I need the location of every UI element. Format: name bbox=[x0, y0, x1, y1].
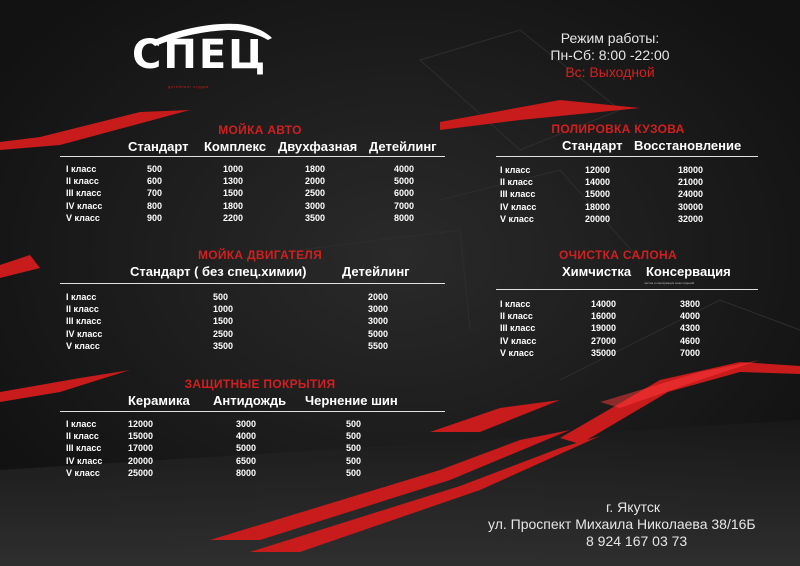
protect-price: 15000 bbox=[128, 431, 154, 442]
interior-class-label: IV класс bbox=[500, 335, 537, 346]
engine-price: 2000 bbox=[368, 292, 389, 302]
wash-price: 4000 bbox=[394, 164, 415, 174]
polish-price: 14000 bbox=[585, 177, 611, 188]
interior-note: чистка и консервация кожи сидений bbox=[644, 281, 695, 285]
logo-wordmark: СПЕЦ bbox=[132, 32, 268, 78]
polish-price: 21000 bbox=[678, 177, 704, 188]
protect-price: 500 bbox=[346, 419, 362, 429]
engine-title: МОЙКА ДВИГАТЕЛЯ bbox=[197, 248, 323, 262]
engine-price: 3000 bbox=[368, 316, 389, 327]
working-hours bbox=[540, 30, 680, 81]
interior-price: 27000 bbox=[591, 335, 617, 346]
polish-class-label: I класс bbox=[500, 165, 531, 175]
wash-price: 500 bbox=[147, 164, 163, 174]
hours-weekdays: Пн-Сб: 8:00 -22:00 bbox=[550, 47, 670, 63]
protect-price: 500 bbox=[346, 467, 362, 478]
protect-price: 25000 bbox=[128, 467, 154, 478]
wash-class-label: IV класс bbox=[66, 200, 103, 211]
protect-class-label: I класс bbox=[66, 419, 97, 429]
protect-price: 500 bbox=[346, 443, 362, 454]
address-phone: 8 924 167 03 73 bbox=[586, 533, 688, 549]
engine-price: 5500 bbox=[368, 340, 389, 351]
wash-price: 6000 bbox=[394, 188, 415, 199]
interior-class-label: II класс bbox=[500, 311, 533, 322]
protect-class-label: V класс bbox=[66, 467, 100, 478]
engine-price: 500 bbox=[213, 292, 229, 302]
wash-price: 1000 bbox=[223, 164, 244, 174]
protect-class-label: IV класс bbox=[66, 455, 103, 466]
protect-price: 17000 bbox=[128, 443, 154, 454]
wash-price: 3000 bbox=[305, 200, 326, 211]
interior-price: 4300 bbox=[680, 323, 701, 334]
protect-title: ЗАЩИТНЫЕ ПОКРЫТИЯ bbox=[184, 377, 336, 391]
polish-price: 15000 bbox=[585, 189, 611, 200]
protect-price: 6500 bbox=[236, 455, 257, 466]
wash-class-label: I класс bbox=[66, 164, 97, 174]
address-street: ул. Проспект Михаила Николаева 38/16Б bbox=[488, 516, 756, 532]
wash-price: 1300 bbox=[223, 176, 244, 187]
interior-price: 14000 bbox=[591, 299, 617, 309]
polish-price: 18000 bbox=[585, 201, 611, 212]
polish-price: 32000 bbox=[678, 213, 704, 224]
protect-col-header: Антидождь bbox=[213, 393, 287, 408]
interior-price: 7000 bbox=[680, 347, 701, 358]
wash-price: 2000 bbox=[305, 176, 326, 187]
wash-class-label: V класс bbox=[66, 212, 100, 223]
hours-label: Режим работы: bbox=[560, 30, 660, 46]
interior-price: 3800 bbox=[680, 299, 701, 309]
polish-class-label: II класс bbox=[500, 177, 533, 188]
engine-col-header: Стандарт ( без спец.химии) bbox=[130, 264, 307, 279]
protect-price: 3000 bbox=[236, 419, 257, 429]
polish-class-label: V класс bbox=[500, 213, 534, 224]
interior-price: 4600 bbox=[680, 335, 701, 346]
engine-class-label: I класс bbox=[66, 292, 97, 302]
protect-class-label: II класс bbox=[66, 431, 99, 442]
interior-divider bbox=[496, 289, 758, 290]
wash-price: 2200 bbox=[223, 212, 244, 223]
logo-tagline: детейлинг студия bbox=[168, 84, 209, 89]
protect-price: 4000 bbox=[236, 431, 257, 442]
interior-class-label: I класс bbox=[500, 299, 531, 309]
interior-class-label: III класс bbox=[500, 323, 536, 334]
protect-col-header: Чернение шин bbox=[305, 393, 398, 408]
interior-price: 16000 bbox=[591, 311, 617, 322]
interior-col-header: Химчистка bbox=[562, 264, 632, 279]
engine-col-header: Детейлинг bbox=[342, 264, 410, 279]
address-city: г. Якутск bbox=[606, 499, 660, 515]
wash-class-label: III класс bbox=[66, 188, 102, 199]
wash-price: 800 bbox=[147, 200, 163, 211]
polish-price: 30000 bbox=[678, 201, 704, 212]
protect-price: 500 bbox=[346, 455, 362, 466]
wash-class-label: II класс bbox=[66, 176, 99, 187]
polish-class-label: III класс bbox=[500, 189, 536, 200]
engine-divider bbox=[60, 283, 445, 284]
engine-class-label: IV класс bbox=[66, 328, 103, 339]
polish-price: 20000 bbox=[585, 213, 611, 224]
wash-price: 2500 bbox=[305, 188, 326, 199]
polish-divider bbox=[496, 156, 758, 157]
polish-price: 24000 bbox=[678, 189, 704, 200]
protect-price: 5000 bbox=[236, 443, 257, 454]
wash-price: 1800 bbox=[305, 164, 326, 174]
protect-class-label: III класс bbox=[66, 443, 102, 454]
interior-price: 19000 bbox=[591, 323, 617, 334]
engine-price: 1000 bbox=[213, 304, 234, 315]
engine-class-label: III класс bbox=[66, 316, 102, 327]
wash-col-header: Детейлинг bbox=[369, 139, 437, 154]
wash-price: 7000 bbox=[394, 200, 415, 211]
engine-price: 2500 bbox=[213, 328, 234, 339]
polish-price: 12000 bbox=[585, 165, 611, 175]
polish-class-label: IV класс bbox=[500, 201, 537, 212]
wash-price: 900 bbox=[147, 212, 163, 223]
protect-divider bbox=[60, 411, 445, 412]
engine-price: 5000 bbox=[368, 328, 389, 339]
polish-price: 18000 bbox=[678, 165, 704, 175]
engine-price: 1500 bbox=[213, 316, 234, 327]
wash-divider bbox=[60, 156, 445, 157]
hours-weekend: Вс: Выходной bbox=[565, 64, 655, 80]
polish-col-header: Стандарт bbox=[562, 138, 623, 153]
interior-price: 35000 bbox=[591, 347, 617, 358]
engine-price: 3500 bbox=[213, 340, 234, 351]
wash-title: МОЙКА АВТО bbox=[218, 123, 302, 137]
wash-price: 700 bbox=[147, 188, 163, 199]
wash-price: 5000 bbox=[394, 176, 415, 187]
protect-price: 500 bbox=[346, 431, 362, 442]
wash-price: 3500 bbox=[305, 212, 326, 223]
wash-price: 1800 bbox=[223, 200, 244, 211]
wash-col-header: Комплекс bbox=[204, 139, 267, 154]
engine-price: 3000 bbox=[368, 304, 389, 315]
interior-price: 4000 bbox=[680, 311, 701, 322]
engine-class-label: V класс bbox=[66, 340, 100, 351]
wash-col-header: Стандарт bbox=[128, 139, 189, 154]
polish-col-header: Восстановление bbox=[634, 138, 742, 153]
protect-price: 20000 bbox=[128, 455, 154, 466]
interior-class-label: V класс bbox=[500, 347, 534, 358]
wash-col-header: Двухфазная bbox=[278, 139, 358, 154]
protect-price: 12000 bbox=[128, 419, 154, 429]
protect-col-header: Керамика bbox=[128, 393, 190, 408]
wash-price: 600 bbox=[147, 176, 163, 187]
interior-title: ОЧИСТКА САЛОНА bbox=[559, 248, 677, 262]
wash-price: 8000 bbox=[394, 212, 415, 223]
polish-title: ПОЛИРОВКА КУЗОВА bbox=[551, 122, 685, 136]
protect-price: 8000 bbox=[236, 467, 257, 478]
engine-class-label: II класс bbox=[66, 304, 99, 315]
wash-price: 1500 bbox=[223, 188, 244, 199]
interior-col-header: Консервация bbox=[646, 264, 731, 279]
